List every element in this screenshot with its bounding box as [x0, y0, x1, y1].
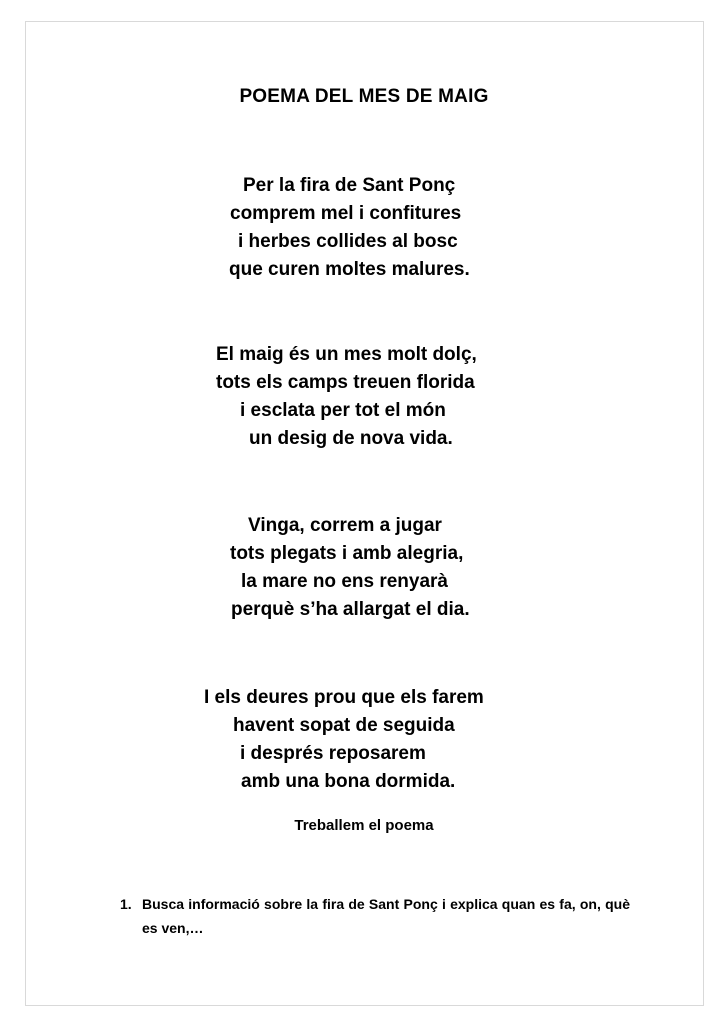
- poem-title: POEMA DEL MES DE MAIG: [239, 86, 489, 107]
- stanza-3-line-2: tots plegats i amb alegria,: [230, 543, 464, 564]
- question-number: 1.: [120, 896, 132, 912]
- stanza-2-line-4: un desig de nova vida.: [249, 428, 453, 449]
- question-text: Busca informació sobre la fira de Sant Ponç i explica quan es fa, on, què es ven,…: [142, 896, 630, 936]
- stanza-4-line-2: havent sopat de seguida: [233, 715, 455, 736]
- question-item: [120, 892, 630, 940]
- stanza-4-line-4: amb una bona dormida.: [241, 771, 456, 792]
- stanza-2-line-1: El maig és un mes molt dolç,: [216, 344, 477, 365]
- stanza-3-line-1: Vinga, correm a jugar: [248, 515, 442, 536]
- stanza-3-line-4: perquè s’ha allargat el dia.: [231, 599, 470, 620]
- stanza-4-line-3: i després reposarem: [240, 743, 426, 764]
- stanza-1-line-2: comprem mel i confitures: [230, 203, 462, 224]
- stanza-2-line-3: i esclata per tot el món: [240, 400, 446, 421]
- stanza-1-line-1: Per la fira de Sant Ponç: [243, 175, 456, 196]
- stanza-1-line-3: i herbes collides al bosc: [238, 231, 458, 252]
- stanza-3-line-3: la mare no ens renyarà: [241, 571, 448, 592]
- stanza-2-line-2: tots els camps treuen florida: [216, 372, 475, 393]
- stanza-4-line-1: I els deures prou que els farem: [204, 687, 484, 708]
- stanza-1-line-4: que curen moltes malures.: [229, 259, 470, 280]
- section-subheading: Treballem el poema: [294, 817, 434, 834]
